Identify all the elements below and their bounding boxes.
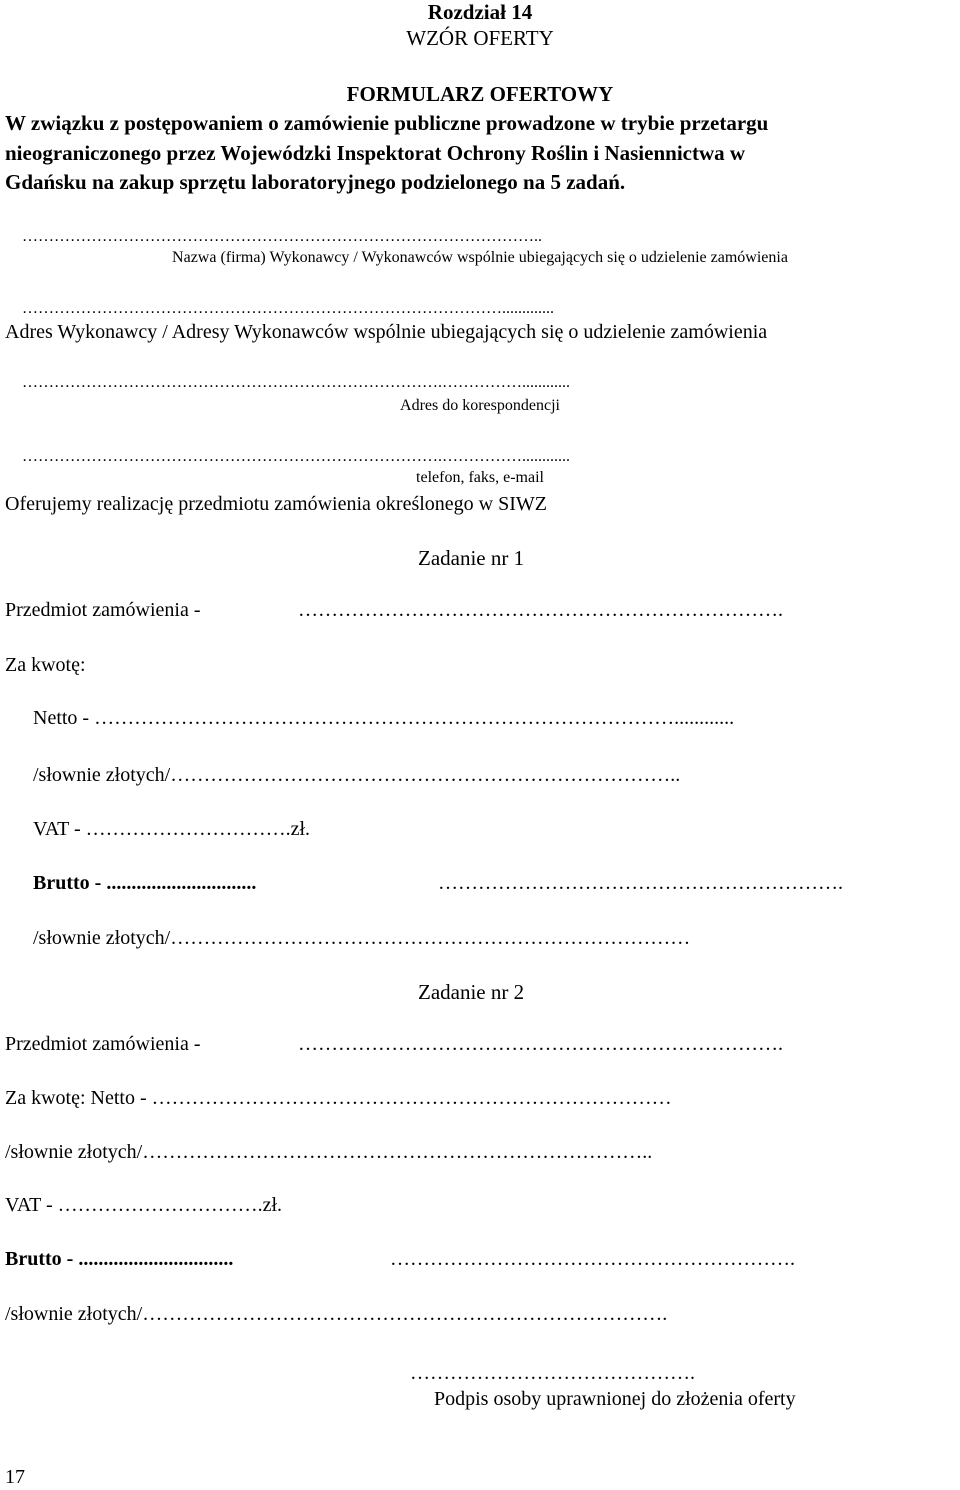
correspondence-label: Adres do korespondencji [400, 397, 560, 414]
task-2-brutto-label: Brutto - ............................... [5, 1248, 234, 1270]
contractor-name-dots: …………………………………………………………………………………….. [22, 228, 542, 245]
task-1-subject-label: Przedmiot zamówienia - [5, 599, 201, 621]
form-title: FORMULARZ OFERTOWY [346, 82, 614, 106]
task-2-netto: Za kwotę: Netto - …………………………………………………………………… [5, 1087, 672, 1109]
contractor-address-dots: ………………………………………………………………………………............. [22, 300, 554, 317]
task-1-brutto-words: /słownie złotych/…………………………………………………………………… [33, 927, 691, 949]
task-1-netto: Netto - ……………………………………………………………………………............ [33, 707, 735, 729]
contact-dots: …………………………………………………………………….……………............ [22, 448, 570, 465]
intro-line-2: nieograniczonego przez Wojewódzki Inspektorat Ochrony Roślin i Nasiennictwa w [5, 141, 746, 165]
task-1-netto-words: /słownie złotych/………………………………………………………………….. [33, 764, 681, 786]
contractor-address-label: Adres Wykonawcy / Adresy Wykonawców wspólnie ubiegających się o udzielenie zamówienia [5, 321, 768, 343]
contact-label: telefon, faks, e-mail [416, 469, 544, 486]
page-number: 17 [5, 1466, 25, 1488]
task-1-amount-label: Za kwotę: [5, 654, 86, 676]
task-2-vat: VAT - ………………………….zł. [5, 1194, 283, 1216]
signature-dots: ……………………………………. [410, 1362, 695, 1384]
task-1-heading: Zadanie nr 1 [418, 546, 525, 570]
task-1-subject-dots: ………………………………………………………………. [298, 599, 783, 621]
task-1-vat: VAT - ………………………….zł. [33, 818, 311, 840]
form-subtitle: WZÓR OFERTY [406, 26, 554, 50]
contractor-name-label: Nazwa (firma) Wykonawcy / Wykonawców wspólnie ubiegających się o udzielenie zamówienia [172, 249, 788, 266]
intro-line-3: Gdańsku na zakup sprzętu laboratoryjnego podzielonego na 5 zadań. [5, 170, 626, 194]
intro-line-1: W związku z postępowaniem o zamówienie publiczne prowadzone w trybie przetargu [5, 111, 769, 135]
task-1-brutto-label: Brutto - .............................. [33, 872, 257, 894]
task-2-subject-label: Przedmiot zamówienia - [5, 1033, 201, 1055]
task-2-brutto-dots: ……………………………………………………. [390, 1248, 795, 1270]
signature-label: Podpis osoby uprawnionej do złożenia oferty [434, 1388, 796, 1410]
task-2-subject-dots: ………………………………………………………………. [298, 1033, 783, 1055]
task-2-brutto-words: /słownie złotych/……………………………………………………………………. [5, 1303, 668, 1325]
task-2-heading: Zadanie nr 2 [418, 980, 525, 1004]
task-2-netto-words: /słownie złotych/………………………………………………………………….. [5, 1141, 653, 1163]
chapter-heading: Rozdział 14 [427, 0, 533, 24]
correspondence-dots: …………………………………………………………………….……………............ [22, 374, 570, 391]
task-1-brutto-dots: ……………………………………………………. [438, 872, 843, 894]
offer-statement: Oferujemy realizację przedmiotu zamówienia określonego w SIWZ [5, 493, 548, 515]
